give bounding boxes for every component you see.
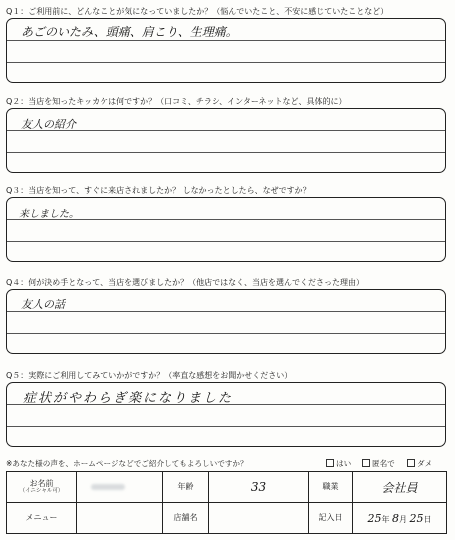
option-anonymous[interactable]: 匿名で [362, 458, 395, 469]
date-field[interactable] [353, 503, 447, 534]
age-label: 年齢 [163, 472, 209, 503]
q1-answer: あごのいたみ、頭痛、肩こり、生理痛。 [21, 25, 238, 39]
date-label: 記入日 [309, 503, 353, 534]
month-unit: 月 [399, 514, 407, 524]
q1-label: Q１：ご利用前に、どんなことが気になっていましたか？（悩んでいたこと、不安に感じていたことなど） [6, 7, 389, 16]
redacted-name [91, 484, 125, 490]
job-label: 職業 [309, 472, 353, 503]
menu-label: メニュー [7, 503, 77, 534]
store-label: 店舗名 [163, 503, 209, 534]
age-field[interactable] [209, 472, 309, 503]
day-unit: 日 [423, 514, 432, 524]
job-value: 会社員 [381, 480, 418, 495]
age-value: 33 [250, 480, 267, 494]
job-field[interactable] [353, 472, 447, 503]
store-field[interactable] [209, 503, 309, 534]
q4-answer-box[interactable] [6, 289, 446, 354]
q3-answer: 来しました。 [19, 209, 79, 220]
q2-answer: 友人の紹介 [21, 118, 76, 131]
option-no[interactable]: ダメ [407, 458, 432, 469]
permission-question: ※あなた様の声を、ホームページなどでご紹介してもよろしいですか？ [6, 459, 248, 468]
date-day: 25 [409, 511, 424, 525]
q3-answer-box[interactable] [6, 197, 446, 262]
date-month: 8 [392, 511, 399, 525]
q2-label: Q２：当店を知ったキッカケは何ですか？（口コミ、チラシ、インターネットなど、具体的に） [6, 97, 347, 106]
q4-answer: 友人の話 [21, 298, 65, 311]
q2-answer-box[interactable] [6, 108, 446, 173]
q5-label: Q５：実際にご利用してみていかがですか？（率直な感想をお聞かせください） [6, 371, 293, 380]
menu-field[interactable] [77, 503, 163, 534]
name-note: （イニシャル可） [19, 488, 64, 495]
q3-label: Q３：当店を知って、すぐに来店されましたか？ しなかったとしたら、なぜですか？ [6, 186, 311, 195]
q4-label: Q４：何が決め手となって、当店を選びましたか？（他店ではなく、当店を選んでくださった理由） [6, 278, 364, 287]
checkbox-yes[interactable] [326, 459, 334, 467]
date-year: 25 [367, 511, 382, 525]
name-label: お名前 [29, 478, 54, 488]
q1-answer-box[interactable] [6, 18, 446, 83]
checkbox-anonymous[interactable] [362, 459, 370, 467]
customer-info-table [6, 471, 447, 534]
name-field[interactable] [77, 472, 163, 503]
checkbox-no[interactable] [407, 459, 415, 467]
year-unit: 年 [381, 514, 390, 524]
q5-answer: 症状がやわらぎ楽になりました [23, 391, 234, 406]
name-label-cell [7, 472, 77, 503]
option-yes[interactable]: はい [326, 458, 351, 469]
q5-answer-box[interactable] [6, 382, 446, 447]
